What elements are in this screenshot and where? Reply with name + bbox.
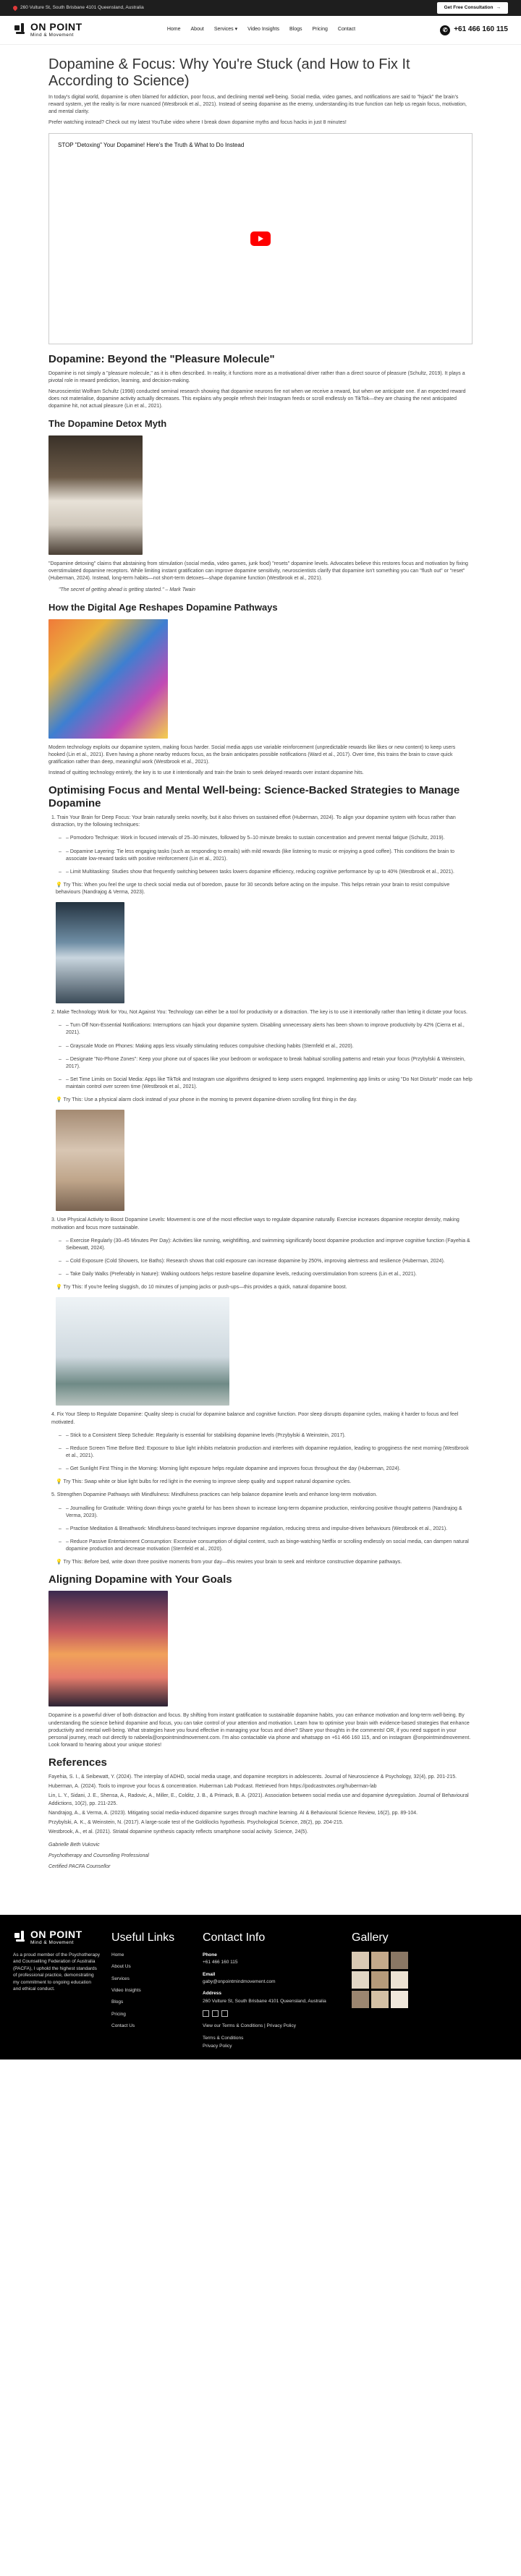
heading-references: References bbox=[48, 1756, 107, 1769]
nav-contact[interactable]: Contact bbox=[337, 27, 356, 33]
map-pin-icon bbox=[12, 5, 18, 11]
footer-link-services[interactable]: Services bbox=[111, 1976, 130, 1981]
strategy-5 bbox=[51, 1492, 473, 1566]
address-label: Address bbox=[203, 1991, 222, 1997]
useful-links-heading: Useful Links bbox=[111, 1931, 175, 1944]
digital-paragraph-2: Instead of quitting technology entirely, the key is to use it intentionally and train the brain to seek delayed rewards over instant dopamine hits. bbox=[48, 770, 364, 775]
tip-3-text: Try This: If you're feeling sluggish, do 10 minutes of jumping jacks or push-ups—this provides a quick, natural dopamine boost. bbox=[63, 1285, 347, 1291]
author-cert: Certified PACFA Counsellor bbox=[48, 1864, 111, 1870]
top-bar bbox=[0, 0, 521, 16]
footer-logo[interactable] bbox=[13, 1929, 100, 1946]
tip-4-text: Try This: Swap white or blue light bulbs for red light in the evening to improve sleep quality and support natural dopamine cycles. bbox=[63, 1479, 352, 1485]
site-header bbox=[0, 16, 521, 45]
footer-link-blogs[interactable]: Blogs bbox=[111, 1999, 124, 2005]
youtube-icon[interactable] bbox=[221, 2010, 228, 2017]
footer-logo-sub: Mind & Movement bbox=[30, 1939, 74, 1945]
article bbox=[48, 45, 473, 1871]
reference-item: Fayehia, S. I., & Seibewatt, Y. (2024). The interplay of ADHD, social media usage, and dopamine receptors in adolescents. Journal of Neuroscience & Psychology, 32(4), pp. 201-215. bbox=[48, 1774, 457, 1780]
reference-item: Nandrajog, A., & Verma, A. (2023). Mitigating social media-induced dopamine surges through machine learning. AI & Behavioural Science Review, 16(2), pp. 89-104. bbox=[48, 1810, 418, 1816]
page-title: Dopamine & Focus: Why You're Stuck (and How to Fix It According to Science) bbox=[48, 56, 410, 89]
gallery-thumbnail[interactable] bbox=[352, 1991, 369, 2008]
footer-about-text: As a proud member of the Psychotherapy and Counselling Federation of Australia (PACFA), I uphold the highest standards of professional practice, demonstrating my commitment to ongoing education and ethical conduct. bbox=[13, 1952, 100, 1992]
footer-logo-main: ON POINT bbox=[30, 1928, 82, 1940]
footer-email[interactable]: gaby@onpointmindmovement.com bbox=[203, 1978, 276, 1984]
video-title: STOP "Detoxing" Your Dopamine! Here's the Truth & What to Do Instead bbox=[58, 141, 245, 148]
logo-main-text: ON POINT bbox=[30, 20, 82, 33]
nav-about[interactable]: About bbox=[190, 27, 204, 33]
gallery-thumbnail[interactable] bbox=[391, 1971, 408, 1989]
footer-phone[interactable]: +61 466 160 115 bbox=[203, 1960, 238, 1965]
strategy-2-items bbox=[62, 1022, 473, 1091]
arrow-right-icon: → bbox=[496, 5, 501, 11]
list-item: – – Limit Multitasking: Studies show that frequently switching between tasks lowers dopamine efficiency, reducing cognitive performance by up to 40% (Westbrook et al., 2021). bbox=[62, 869, 473, 876]
gallery-thumbnail[interactable] bbox=[371, 1971, 389, 1989]
list-item: – – Cold Exposure (Cold Showers, Ice Baths): Research shows that cold exposure can increase dopamine by 250%, improving alertness and resilience (Huberman, 2024). bbox=[62, 1258, 473, 1265]
nav-video-insights[interactable]: Video Insights bbox=[247, 27, 279, 33]
list-item: – – Grayscale Mode on Phones: Making apps less visually stimulating reduces compulsive checking habits (Sternfeld et al., 2020). bbox=[62, 1043, 473, 1050]
beyond-paragraph-1: Dopamine is not simply a "pleasure molecule," as it is often described. In reality, it functions more as a motivational driver rather than a direct source of pleasure (Schultz, 2019). It plays a pivotal role in reward prediction, learning, and decision-making. bbox=[48, 370, 465, 383]
strategy-4-items bbox=[62, 1432, 473, 1474]
strategy-2 bbox=[51, 1009, 473, 1211]
strategy-list bbox=[51, 815, 473, 1566]
gallery-thumbnail[interactable] bbox=[352, 1952, 369, 1969]
nav-pricing[interactable]: Pricing bbox=[312, 27, 328, 33]
heading-digital-age: How the Digital Age Reshapes Dopamine Pathways bbox=[48, 601, 278, 613]
main-nav bbox=[167, 26, 355, 33]
video-prompt: Prefer watching instead? Check out my latest YouTube video where I break down dopamine myths and focus hacks in just 8 minutes! bbox=[48, 120, 347, 126]
beyond-paragraph-2: Neuroscientist Wolfram Schultz (1998) conducted seminal research showing that dopamine neurons fire not when we receive a reward, but when we anticipate one. If an expected reward does not materialise, dopamine activity actually decreases. This explains why people refresh their Instagram feeds or scroll endlessly on TikTok—they are chasing the next anticipated dopamine hit, not actual pleasure (Lin et al., 2021). bbox=[48, 388, 466, 409]
lightbulb-icon: 💡 bbox=[56, 1097, 62, 1103]
nav-services-label: Services bbox=[213, 27, 234, 33]
gallery-grid bbox=[352, 1952, 408, 2008]
list-item: – – Dopamine Layering: Tie less engaging tasks (such as responding to emails) with mild rewards (like listening to music or enjoying a good coffee). This conditions the brain to associate low-reward tasks with positive reinforcement (Lin et al., 2021). bbox=[62, 849, 473, 863]
footer-link-contact[interactable]: Contact Us bbox=[111, 2023, 135, 2029]
list-item: – – Reduce Screen Time Before Bed: Exposure to blue light inhibits melatonin production and interferes with dopamine regulation, leading to grogginess the next morning (Westbrook et al., 2021). bbox=[62, 1445, 473, 1460]
list-item: – – Stick to a Consistent Sleep Schedule: Regularity is essential for stabilising dopamine levels (Przybylski & Weinstein, 2017). bbox=[62, 1432, 473, 1440]
gallery-thumbnail[interactable] bbox=[371, 1952, 389, 1969]
reference-item: Lin, L. Y., Sidani, J. E., Shensa, A., Radovic, A., Miller, E., Colditz, J. B., & Primack, B. A. (2021). Association between social media use and dopamine dysregulation. Journal of Behavioural Addictions, 10(2), pp. 211-225. bbox=[48, 1793, 469, 1806]
footer-link-pricing[interactable]: Pricing bbox=[111, 2011, 126, 2017]
gallery-heading: Gallery bbox=[352, 1931, 389, 1944]
coffee-cup-image bbox=[48, 435, 143, 555]
reference-item: Przybylski, A. K., & Weinstein, N. (2017). A large-scale test of the Goldilocks hypothesis. Psychological Science, 28(2), pp. 204-215. bbox=[48, 1819, 344, 1825]
topbar-address-text: 260 Vulture St, South Brisbane 4101 Queensland, Australia bbox=[20, 5, 144, 11]
reference-list bbox=[48, 1774, 473, 1836]
footer-link-video-insights[interactable]: Video Insights bbox=[111, 1987, 141, 1993]
author-name: Gabrielle Beth Vukovic bbox=[48, 1842, 100, 1848]
author-signature bbox=[48, 1842, 473, 1871]
strategy-1 bbox=[51, 815, 473, 1003]
strategy-3-items bbox=[62, 1238, 473, 1279]
aligning-paragraph: Dopamine is a powerful driver of both distraction and focus. By shifting from instant gratification to sustainable dopamine habits, you can enhance motivation and long-term well-being. By understanding the science behind dopamine and focus, you can take control of your attention and motivation. Learn how to optimise your brain with evidence-based strategies that enhance productivity and mental well-being. What strategies have you found effective in managing your focus and drive? Share your thoughts in the comments! OR, if you need support in your personal journey, reach out directly to nabeela@onpointmindmovement.com. I'm also contactable via phone and whatsapp on +61 466 160 115, and on instagram @onpointmindmovement. Look forward to hearing about your unique stories! bbox=[48, 1713, 471, 1748]
tip-4 bbox=[56, 1479, 473, 1486]
strategy-1-items bbox=[62, 835, 473, 876]
list-item: – – Practise Meditation & Breathwork: Mindfulness-based techniques improve dopamine regulation, reducing stress and impulse-driven behaviours (Westbrook et al., 2021). bbox=[62, 1526, 473, 1533]
email-label: Email bbox=[203, 1971, 216, 1977]
heading-beyond-pleasure: Dopamine: Beyond the "Pleasure Molecule" bbox=[48, 352, 275, 365]
tip-2-text: Try This: Use a physical alarm clock instead of your phone in the morning to prevent dopamine-driven scrolling first thing in the day. bbox=[63, 1097, 357, 1103]
heading-optimising: Optimising Focus and Mental Well-being: Science-Backed Strategies to Manage Dopamine bbox=[48, 784, 460, 810]
list-item: – – Take Daily Walks (Preferably in Nature): Walking outdoors helps restore baseline dopamine levels, reducing overstimulation from screens (Lin et al., 2021). bbox=[62, 1271, 473, 1278]
phone-icon: ✆ bbox=[440, 25, 450, 35]
author-role: Psychotherapy and Counselling Professional bbox=[48, 1853, 149, 1859]
nav-blogs[interactable]: Blogs bbox=[289, 27, 302, 33]
tip-1 bbox=[56, 882, 473, 896]
strategy-4-intro: 4. Fix Your Sleep to Regulate Dopamine: Quality sleep is crucial for dopamine balance and cognitive function. Poor sleep disrupts dopamine cycles, making it harder to focus and feel motivated. bbox=[51, 1412, 459, 1425]
hourglass-image bbox=[56, 1110, 124, 1211]
strategy-3-intro: 3. Use Physical Activity to Boost Dopamine Levels: Movement is one of the most effective ways to regulate dopamine naturally. Exercise increases dopamine receptor density, making motivation and focus more sustainable. bbox=[51, 1217, 459, 1230]
site-logo[interactable] bbox=[13, 22, 82, 38]
free-consultation-label: Get Free Consultation bbox=[444, 5, 494, 11]
social-icons bbox=[203, 2010, 340, 2017]
tip-3 bbox=[56, 1284, 473, 1291]
bridge-tunnel-image bbox=[56, 902, 124, 1003]
strategy-2-intro: 2. Make Technology Work for You, Not Against You: Technology can either be a tool for productivity or a distraction. The key is to use it intentionally rather than letting it dictate your focus. bbox=[51, 1010, 467, 1016]
tip-2 bbox=[56, 1097, 473, 1104]
list-item: – – Designate "No-Phone Zones": Keep your phone out of spaces like your bedroom or workspace to break habitual scrolling patterns and retain your focus (Przybylski & Weinstein, 2017). bbox=[62, 1056, 473, 1071]
gallery-thumbnail[interactable] bbox=[352, 1971, 369, 1989]
gallery-thumbnail[interactable] bbox=[391, 1991, 408, 2008]
terms-link[interactable]: Terms & Conditions bbox=[203, 2035, 244, 2041]
gallery-thumbnail[interactable] bbox=[391, 1952, 408, 1969]
tip-5-text: Try This: Before bed, write down three positive moments from your day—this rewires your brain to seek and reinforce constructive dopamine pathways. bbox=[63, 1560, 402, 1565]
list-item: – – Set Time Limits on Social Media: Apps like TikTok and Instagram use algorithms designed to keep users engaged. Implementing app limits or using "Do Not Disturb" mode can help maintain control over screen time (Westbrook et al., 2021). bbox=[62, 1076, 473, 1091]
reference-item: Huberman, A. (2024). Tools to improve your focus & concentration. Huberman Lab Podcast. Retrieved from https://podcastnotes.org/huberman-lab bbox=[48, 1784, 377, 1790]
youtube-video-embed[interactable] bbox=[48, 133, 473, 344]
strategy-1-intro: 1. Train Your Brain for Deep Focus: Your brain naturally seeks novelty, but it also thrives on sustained effort (Huberman, 2024). To align your dopamine system with focus rather than distraction, try the following techniques: bbox=[51, 815, 456, 828]
footer-legal-line: View our Terms & Conditions | Privacy Policy bbox=[203, 2023, 296, 2029]
tip-5 bbox=[56, 1559, 473, 1566]
detox-paragraph: "Dopamine detoxing" claims that abstaining from stimulation (social media, video games, junk food) "resets" dopamine levels. Advocates believe this restores focus and motivation by fixing overstimulated dopamine receptors. While limiting instant gratification can improve dopamine sensitivity, neuroscientists clarify that dopamine isn't something you can "flush out" or "reset" (Huberman, 2024). Instead, long-term habits—not short-term detoxes—shape dopamine function (Westbrook et al., 2021). bbox=[48, 561, 468, 582]
footer-useful-links bbox=[111, 1929, 191, 2059]
nav-services[interactable] bbox=[214, 26, 237, 33]
play-icon[interactable] bbox=[250, 231, 271, 246]
header-phone-number: +61 466 160 115 bbox=[454, 25, 508, 34]
contact-heading: Contact Info bbox=[203, 1931, 266, 1944]
nav-home[interactable]: Home bbox=[166, 27, 181, 33]
logo-mark-icon bbox=[13, 22, 27, 37]
phone-label: Phone bbox=[203, 1952, 217, 1957]
privacy-link[interactable]: Privacy Policy bbox=[203, 2044, 232, 2049]
heading-detox-myth: The Dopamine Detox Myth bbox=[48, 418, 167, 430]
list-item: – – Journalling for Gratitude: Writing down things you're grateful for has been shown to increase long-term dopamine production, reinforcing positive thought patterns (Nandrajog & Verma, 2023). bbox=[62, 1505, 473, 1520]
list-item: – – Reduce Passive Entertainment Consumption: Excessive consumption of digital content, such as binge-watching Netflix or scrolling endlessly on social media, can dampen natural dopamine production and decrease motivation (Sternfeld et al., 2020). bbox=[62, 1539, 473, 1553]
heading-aligning: Aligning Dopamine with Your Goals bbox=[48, 1573, 232, 1586]
list-item: – – Turn Off Non-Essential Notifications: Interruptions can hijack your dopamine system. Disabling unnecessary alerts has been shown to improve productivity by 42% (Cierra et al., 2021). bbox=[62, 1022, 473, 1037]
lightbulb-icon: 💡 bbox=[56, 1560, 62, 1565]
lightbulb-icon: 💡 bbox=[56, 1479, 62, 1485]
sunset-palm-image bbox=[48, 1591, 168, 1706]
strategy-3 bbox=[51, 1217, 473, 1406]
tip-1-text: Try This: When you feel the urge to check social media out of boredom, pause for 30 seconds before acting on the impulse. This helps retrain your brain to resist compulsive behaviours (Nandrajog & Verma, 2023). bbox=[56, 882, 450, 896]
facebook-icon[interactable] bbox=[203, 2010, 209, 2017]
intro-paragraph: In today's digital world, dopamine is often blamed for addiction, poor focus, and declining mental well-being. Social media, video games, and notifications are said to "hijack" the brain's reward system, yet the reality is far more nuanced (Westbrook et al., 2021). Instead of seeing dopamine as the enemy, understanding its true function can help us regain focus, motivation, and mental clarity. bbox=[48, 95, 467, 115]
footer-link-about[interactable]: About Us bbox=[111, 1964, 131, 1970]
footer-about bbox=[13, 1929, 100, 2059]
list-item: – – Get Sunlight First Thing in the Morning: Morning light exposure helps regulate dopamine and improves focus throughout the day (Huberman, 2024). bbox=[62, 1466, 473, 1473]
footer-contact bbox=[203, 1929, 340, 2059]
site-footer bbox=[0, 1915, 521, 2059]
lightbulb-icon: 💡 bbox=[56, 882, 62, 888]
dancers-image bbox=[56, 1297, 229, 1406]
strategy-5-intro: 5. Strengthen Dopamine Pathways with Mindfulness: Mindfulness practices can help balance dopamine levels and enhance long-term motivation. bbox=[51, 1492, 378, 1498]
strategy-5-items bbox=[62, 1505, 473, 1554]
reference-item: Westbrook, A., et al. (2021). Striatal dopamine synthesis capacity reflects smartphone social activity. Science, 24(5). bbox=[48, 1829, 308, 1835]
free-consultation-button[interactable] bbox=[437, 2, 508, 13]
lightbulb-icon: 💡 bbox=[56, 1285, 62, 1291]
digital-paragraph-1: Modern technology exploits our dopamine system, making focus harder. Social media apps use variable reinforcement (unpredictable rewards like likes or new content) to keep users hooked (Lin et al., 2021). Even having a phone nearby reduces focus, as the brain anticipates possible notifications (Ward et al., 2017). Over time, this trains the brain to crave quick gratification rather than deep, meaningful work (Westbrook et al., 2021). bbox=[48, 744, 456, 765]
topbar-address bbox=[13, 4, 144, 11]
list-item: – – Exercise Regularly (30–45 Minutes Per Day): Activities like running, weightlifting, and swimming significantly boost dopamine production and improve cognitive function (Fayehia & Seibewatt, 2024). bbox=[62, 1238, 473, 1252]
list-item: – – Pomodoro Technique: Work in focused intervals of 25–30 minutes, followed by 5–10 minute breaks to sustain concentration and prevent mental fatigue (Schultz, 2019). bbox=[62, 835, 473, 842]
footer-link-home[interactable]: Home bbox=[111, 1952, 124, 1957]
chevron-down-icon: ▾ bbox=[234, 27, 238, 33]
logo-mark-icon bbox=[13, 1930, 27, 1944]
mark-twain-quote: "The secret of getting ahead is getting started." – Mark Twain bbox=[59, 587, 195, 592]
footer-gallery bbox=[352, 1929, 408, 2059]
strategy-4 bbox=[51, 1411, 473, 1486]
footer-address: 260 Vulture St, South Brisbane 4101 Queensland, Australia bbox=[203, 1998, 326, 2004]
logo-sub-text: Mind & Movement bbox=[30, 32, 74, 38]
gallery-thumbnail[interactable] bbox=[371, 1991, 389, 2008]
instagram-icon[interactable] bbox=[212, 2010, 219, 2017]
digital-collage-image bbox=[48, 619, 168, 739]
header-phone-link[interactable] bbox=[440, 25, 508, 35]
